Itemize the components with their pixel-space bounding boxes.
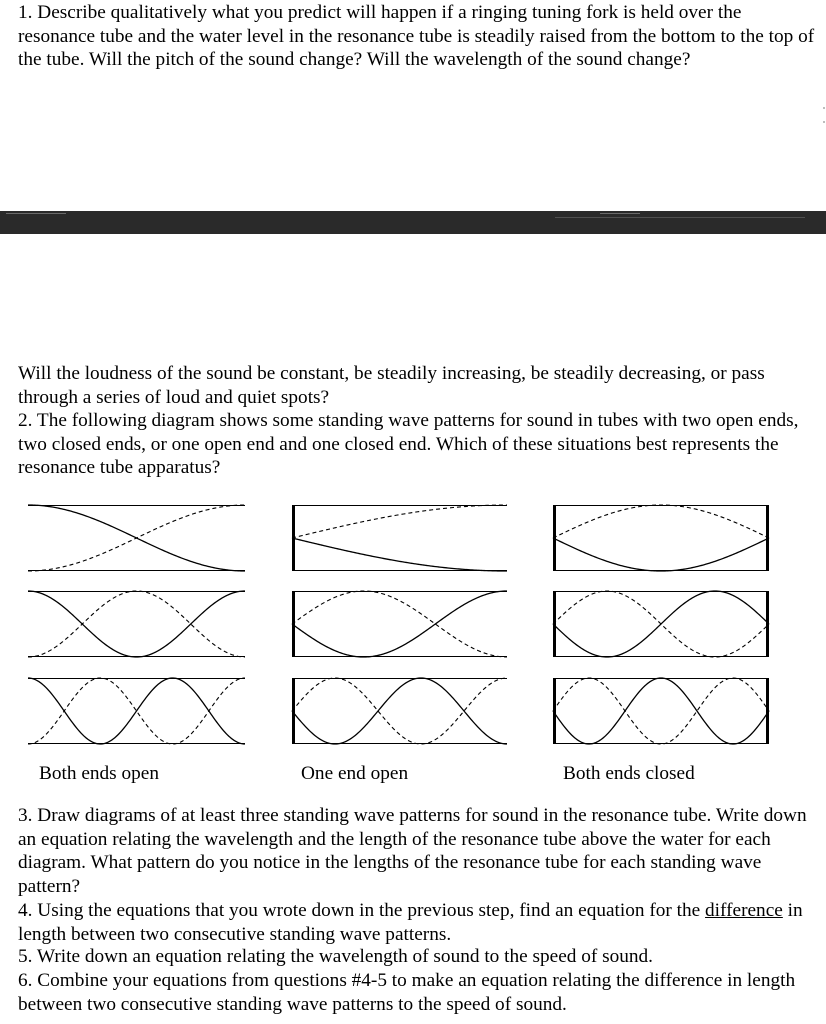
wave-solid-curve [28, 678, 245, 744]
wave-solid-curve [292, 591, 507, 657]
wave-svg [292, 505, 507, 571]
wave-svg [28, 505, 245, 571]
question-6: 6. Combine your equations from questions #4-5 to make an equation relating the difference in length between two consecutive standing wave patterns to the speed of sound. [18, 970, 796, 1015]
label-both-ends-open: Both ends open [39, 763, 159, 784]
wave-svg [553, 505, 769, 571]
wave-panel-both-closed-1 [553, 505, 769, 571]
wave-panel-one-open-2 [292, 591, 507, 657]
question-2: 2. The following diagram shows some standing wave patterns for sound in tubes with two open ends, two closed ends, or one open end and one closed end. Which of these situations best represents the resonance tube apparatus? [18, 410, 799, 479]
wave-dashed-curve [292, 505, 507, 538]
wave-dashed-curve [553, 505, 769, 538]
band-speck [6, 213, 66, 214]
wave-svg [28, 678, 245, 744]
band-speck [600, 213, 640, 214]
question-1: 1. Describe qualitatively what you predict will happen if a ringing tuning fork is held over the resonance tube and the water level in the resonance tube is steadily raised from the bottom to the top of the tube. Will the pitch of the sound change? Will the wavelength of the sound change? [18, 2, 815, 71]
wave-dashed-curve [553, 591, 769, 657]
wave-panel-both-open-3 [28, 678, 245, 744]
question-3: 3. Draw diagrams of at least three standing wave patterns for sound in the resonance tube. Write down an equation relating the wavelength and the length of the resonance tube above the water for each diagram. What pattern do you notice in the lengths of the resonance tube for each standing wave pattern? [18, 805, 807, 898]
wave-panel-both-closed-2 [553, 591, 769, 657]
question-4 [18, 899, 822, 946]
wave-solid-curve [553, 538, 769, 571]
label-both-ends-closed: Both ends closed [563, 763, 695, 784]
question-loudness: Will the loudness of the sound be constant, be steadily increasing, be steadily decreasing, or pass through a series of loud and quiet spots? [18, 363, 765, 408]
wave-svg [28, 591, 245, 657]
standing-wave-diagram [0, 496, 826, 758]
scan-artifact-band [0, 211, 826, 234]
wave-svg [553, 678, 769, 744]
wave-dashed-curve [28, 505, 245, 571]
wave-solid-curve [28, 591, 245, 657]
wave-solid-curve [292, 538, 507, 571]
label-one-end-open: One end open [301, 763, 409, 784]
wave-panel-both-open-1 [28, 505, 245, 571]
wave-svg [553, 591, 769, 657]
wave-dashed-curve [553, 678, 769, 744]
wave-panel-one-open-3 [292, 678, 507, 744]
wave-solid-curve [553, 678, 769, 744]
wave-panel-both-closed-3 [553, 678, 769, 744]
wave-dashed-curve [28, 591, 245, 657]
question-4-text-start: 4. Using the equations that you wrote down in the previous step, find an equation for the [18, 900, 706, 921]
wave-svg [292, 678, 507, 744]
wave-panel-both-open-2 [28, 591, 245, 657]
question-4-underlined-word: difference [705, 900, 783, 921]
wave-svg [292, 591, 507, 657]
wave-panel-one-open-1 [292, 505, 507, 571]
edge-mark [823, 121, 825, 123]
edge-mark [823, 107, 825, 109]
band-speck [555, 217, 805, 218]
question-5: 5. Write down an equation relating the wavelength of sound to the speed of sound. [18, 946, 654, 967]
question-4-text-end: in length between two consecutive standing wave patterns. [18, 900, 803, 945]
